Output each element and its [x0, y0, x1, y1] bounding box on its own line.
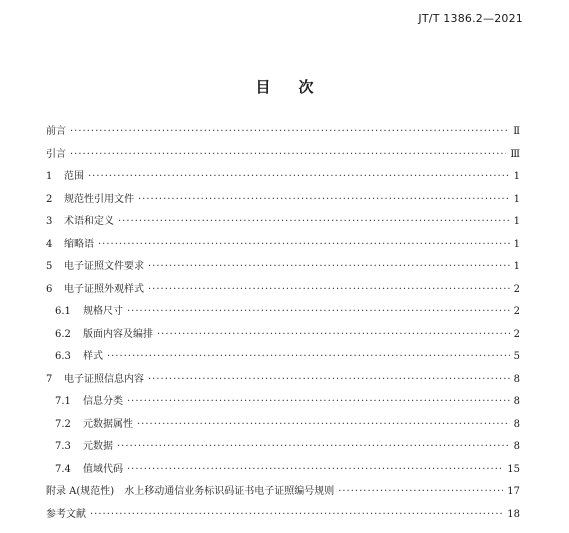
toc-entry[interactable] [46, 211, 520, 234]
toc-entry-page: 18 [507, 508, 520, 520]
toc-entry-number: 2 [46, 193, 53, 205]
toc-entry-number: 6 [46, 283, 53, 295]
toc-dot-leader [70, 121, 509, 144]
toc-entry-page: 1 [513, 216, 520, 227]
toc-entry[interactable] [46, 504, 520, 527]
page-title-char-1: 目 [255, 78, 271, 96]
toc-entry-label: 元数据属性 [83, 418, 133, 430]
standard-code: JT/T 1386.2—2021 [418, 12, 523, 25]
toc-entry[interactable] [46, 189, 520, 212]
page-title-char-2: 次 [298, 78, 314, 96]
toc-entry[interactable] [46, 481, 520, 504]
toc-subentry[interactable] [46, 391, 520, 414]
toc-entry-page: 8 [513, 373, 520, 385]
toc-entry-label: 规格尺寸 [83, 306, 123, 317]
toc-subentry[interactable] [46, 414, 520, 437]
table-of-contents [46, 121, 520, 526]
toc-entry[interactable] [46, 121, 520, 144]
toc-entry-label: 附录 A(规范性) 水上移动通信业务标识码证书电子证照编号规则 [46, 486, 335, 497]
toc-entry-number: 4 [46, 238, 53, 250]
toc-entry-label: 缩略语 [64, 238, 94, 250]
toc-dot-leader [107, 346, 510, 369]
toc-dot-leader [138, 189, 510, 212]
toc-dot-leader [127, 301, 510, 324]
toc-entry[interactable] [46, 144, 520, 167]
toc-entry-page: Ⅱ [513, 126, 520, 137]
toc-dot-leader [118, 211, 510, 234]
toc-entry-page: 15 [507, 463, 520, 475]
toc-entry-number: 7 [46, 373, 53, 385]
toc-subentry[interactable] [46, 301, 520, 324]
toc-entry-label: 引言 [46, 148, 66, 160]
toc-dot-leader [127, 459, 503, 482]
toc-dot-leader [338, 481, 503, 504]
toc-entry-label: 范围 [64, 171, 84, 182]
toc-entry[interactable] [46, 369, 520, 392]
toc-entry-label: 术语和定义 [64, 216, 114, 227]
toc-entry[interactable] [46, 166, 520, 189]
toc-subentry[interactable] [46, 324, 520, 347]
toc-entry-page: 8 [513, 396, 520, 407]
toc-entry-label: 规范性引用文件 [64, 193, 134, 205]
toc-dot-leader [148, 279, 510, 302]
toc-entry-number: 7.4 [55, 463, 71, 475]
toc-dot-leader [127, 391, 510, 414]
toc-entry-page: 17 [507, 486, 520, 497]
toc-dot-leader [148, 256, 510, 279]
toc-entry-label: 参考文献 [46, 508, 86, 520]
toc-entry-number: 7.3 [55, 441, 71, 452]
toc-entry-label: 电子证照文件要求 [64, 261, 144, 272]
toc-entry[interactable] [46, 279, 520, 302]
toc-entry-label: 值域代码 [83, 463, 123, 475]
toc-entry-number: 6.3 [55, 351, 71, 362]
toc-entry-page: Ⅲ [510, 148, 520, 160]
toc-entry-number: 6.1 [55, 306, 71, 317]
toc-entry-label: 版面内容及编排 [83, 328, 153, 340]
toc-dot-leader [88, 166, 510, 189]
toc-dot-leader [98, 234, 510, 257]
toc-entry-page: 5 [513, 351, 520, 362]
toc-entry-label: 元数据 [83, 441, 113, 452]
toc-dot-leader [90, 504, 503, 527]
toc-dot-leader [137, 414, 510, 437]
toc-entry-number: 6.2 [55, 328, 71, 340]
page-title [0, 76, 569, 97]
toc-entry-label: 前言 [46, 126, 66, 137]
toc-entry[interactable] [46, 234, 520, 257]
toc-subentry[interactable] [46, 459, 520, 482]
toc-entry-number: 3 [46, 216, 53, 227]
toc-dot-leader [117, 436, 510, 459]
toc-entry-page: 2 [513, 306, 520, 317]
toc-subentry[interactable] [46, 436, 520, 459]
toc-dot-leader [157, 324, 510, 347]
toc-entry-page: 2 [513, 283, 520, 295]
toc-entry-page: 8 [513, 418, 520, 430]
toc-entry-page: 1 [513, 193, 520, 205]
toc-entry[interactable] [46, 256, 520, 279]
toc-entry-number: 1 [46, 171, 53, 182]
toc-entry-number: 5 [46, 261, 53, 272]
toc-subentry[interactable] [46, 346, 520, 369]
toc-dot-leader [148, 369, 510, 392]
toc-dot-leader [70, 144, 506, 167]
toc-entry-page: 8 [513, 441, 520, 452]
toc-entry-number: 7.1 [55, 396, 71, 407]
toc-entry-label: 信息分类 [83, 396, 123, 407]
toc-entry-page: 1 [513, 261, 520, 272]
toc-entry-label: 电子证照信息内容 [64, 373, 144, 385]
toc-entry-page: 2 [513, 328, 520, 340]
toc-entry-page: 1 [513, 238, 520, 250]
toc-entry-number: 7.2 [55, 418, 71, 430]
toc-entry-label: 电子证照外观样式 [64, 283, 144, 295]
toc-entry-label: 样式 [83, 351, 103, 362]
toc-entry-page: 1 [513, 171, 520, 182]
